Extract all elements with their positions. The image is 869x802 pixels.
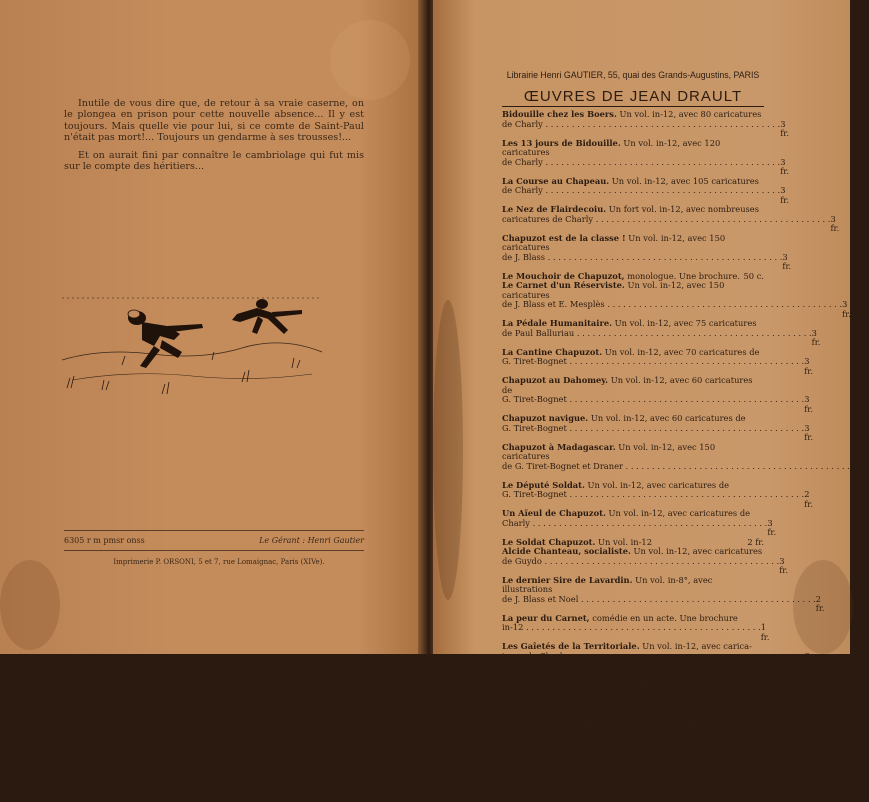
- item-desc: Un vol. in-12, avec 150 caricatures: [502, 441, 716, 461]
- list-item: [502, 574, 825, 614]
- item-detail: G. Tiret-Bognet . . . . . . . . . . . . . . . . . . . . . . . . . . . . . . . . . . . . . . . . . . . . .: [502, 422, 805, 433]
- item-desc: Un fort vol. in-12, avec nombreuses: [606, 204, 759, 214]
- item-price: 2 fr.: [747, 536, 764, 547]
- item-detail: de Charly . . . . . . . . . . . . . . . . . . . . . . . . . . . . . . . . . . . . . . . . . . . . .: [502, 118, 781, 129]
- list-item: [502, 280, 851, 319]
- item-price: 3 fr.: [811, 327, 821, 347]
- item-detail: Charly . . . . . . . . . . . . . . . . . . . . . . . . . . . . . . . . . . . . . . . . . . . . .: [502, 517, 768, 528]
- item-price: 3 fr.: [780, 156, 789, 176]
- list-item: [502, 232, 792, 272]
- item-title: Le Carnet d'un Réserviste.: [502, 280, 625, 290]
- item-detail: G. Tiret-Bognet . . . . . . . . . . . . . . . . . . . . . . . . . . . . . . . . . . . . . . . . . . . . .: [502, 394, 805, 404]
- item-detail: de Paul Balluriau . . . . . . . . . . . . . . . . . . . . . . . . . . . . . . . . . . . . . . . . . . . . .: [502, 327, 812, 338]
- item-price: 2 fr.: [815, 593, 825, 613]
- item-title: Le dernier Sire de Lavardin.: [502, 574, 633, 585]
- item-title: La Bête noire de Baptistin,: [502, 731, 628, 742]
- item-title: Les 13 jours de Bidouille.: [502, 137, 621, 148]
- item-price: 1 fr.: [747, 700, 764, 711]
- list-item: [502, 641, 814, 671]
- item-title: Alcide Chanteau, socialiste.: [502, 546, 631, 556]
- section-divider: [502, 675, 764, 676]
- list-item: [502, 318, 821, 348]
- item-detail: tures de Charly . . . . . . . . . . . . . . . . . . . . . . . . . . . . . . . . . . . . . . . . . . . . .: [502, 650, 805, 661]
- section-heading-gaulois: JEAN DRAULT ET NOËL GAULOIS: [546, 719, 720, 731]
- item-title: Bidouille chez les Boers.: [502, 109, 617, 119]
- item-desc: comédie en un acte. Une brochure: [589, 612, 738, 623]
- left-page: [0, 0, 422, 654]
- catalog-list: [502, 109, 869, 802]
- item-price: 3 fr.: [804, 394, 813, 414]
- list-item: [502, 508, 777, 538]
- item-title: Fricotard et Chapuzot,: [502, 691, 607, 701]
- list-item: [502, 137, 789, 177]
- item-detail: de Charly . . . . . . . . . . . . . . . . . . . . . . . . . . . . . . . . . . . . . . . . . . . . .: [502, 156, 781, 167]
- item-title: Le Député Soldat.: [502, 479, 585, 490]
- item-title: Le Mouchoir de Chapuzot,: [502, 270, 625, 281]
- item-title: Chapuzot à Madagascar.: [502, 441, 616, 452]
- list-item: [502, 731, 786, 762]
- item-title: La Pédale Humanitaire.: [502, 318, 612, 328]
- item-desc: Un vol. in-12: [595, 536, 652, 547]
- item-title: Le Nez de Flairdecoiu.: [502, 204, 607, 214]
- item-detail: de G. Tiret-Bognet et Draner . . . . . . . . . . . . . . . . . . . . . . . . . . . . . . . . . . . . . . . . . . . . .: [502, 460, 861, 471]
- list-item: [502, 441, 869, 481]
- item-desc: Un vol. in-12, avec 70 caricatures de: [602, 346, 760, 357]
- list-item: [502, 692, 764, 711]
- item-desc: Un vol. in-12, avec 150 caricatures: [502, 280, 725, 300]
- item-detail: de J. Blass et Noel . . . . . . . . . . . . . . . . . . . . . . . . . . . . . . . . . . . . . . . . . . . . .: [502, 593, 816, 604]
- item-detail: G. Tiret-Bognet . . . . . . . . . . . . . . . . . . . . . . . . . . . . . . . . . . . . . . . . . . . . .: [502, 356, 805, 366]
- item-desc: Un vol. in-12, avec caricatures: [630, 546, 763, 556]
- item-price: 2 fr.: [804, 489, 813, 509]
- item-desc: comédie en 3 actes. Une bro-: [606, 691, 733, 701]
- left-footer: [64, 536, 364, 545]
- footer-rule: [64, 550, 364, 551]
- item-desc: Un vol. in-12, avec 105 caricatures: [609, 175, 759, 186]
- item-detail: G. Tiret-Bognet . . . . . . . . . . . . . . . . . . . . . . . . . . . . . . . . . . . . . . . . . . . . .: [502, 489, 805, 499]
- item-price: 50 c.: [743, 270, 764, 281]
- item-desc: Un vol. in-12, avec carica-: [639, 641, 752, 651]
- item-detail: Une brochure . . . . . . . . . . . . . . . . . . . . . . . . . . . . . . . . . . . . . . . . .: [502, 741, 777, 751]
- item-desc: Un vol. in-12, avec caricatures de: [584, 479, 730, 490]
- item-desc: Un vol. in-12, avec 60 caricatures de: [502, 375, 753, 395]
- item-title: Chapuzot au Dahomey.: [502, 375, 609, 385]
- list-item: [502, 346, 813, 377]
- item-title: La Course au Chapeau.: [502, 175, 610, 186]
- list-item: [502, 375, 813, 414]
- list-item: [502, 479, 813, 510]
- item-title: Chapuzot est de la classe !: [502, 232, 626, 243]
- left-paragraph: Inutile de vous dire que, de retour à sa vraie caserne, on le plongea en prison pour cette nouvelle absence... Il y est toujours. Mais quelle vie pour lui, si ce comte de Saint-Paul n'était pas mort!... Toujours un gendarme à ses trousses!...: [64, 98, 364, 144]
- item-title: Chapuzot navigue.: [502, 413, 589, 423]
- item-price: 3 fr.: [782, 251, 792, 271]
- item-price: 3 fr.: [804, 356, 813, 376]
- footer-rule: [64, 530, 364, 531]
- gerant-line: Le Gérant : Henri Gautier: [259, 536, 364, 545]
- item-desc: Un vol. in-12, avec 75 caricatures: [612, 318, 757, 328]
- item-title: Un Aïeul de Chapuzot.: [502, 508, 606, 518]
- item-desc: Un vol. in-12, avec caricatures de: [605, 508, 751, 518]
- item-desc: comédie-bouffe en deux actes.: [627, 731, 758, 742]
- item-price: 1 fr.: [760, 622, 770, 642]
- item-desc: Un vol. in-12, avec 150 caricatures: [502, 232, 726, 252]
- item-price: 3 fr.: [779, 555, 788, 575]
- section-heading-clermont: JEAN DRAULT ET JULES CLERMONT: [538, 678, 728, 691]
- section-divider: [502, 715, 764, 716]
- item-price: 3 fr.: [780, 118, 789, 138]
- item-detail: in-12 . . . . . . . . . . . . . . . . . . . . . . . . . . . . . . . . . . . . . . . . . . . . .: [502, 622, 761, 632]
- item-desc: monologue. Une brochure.: [624, 270, 740, 281]
- publisher-header: Librairie Henri GAUTIER, 55, quai des Grands-Augustins, PARIS: [506, 70, 760, 80]
- item-desc: Un vol. in-12, avec 120 caricatures: [502, 137, 721, 157]
- item-detail: chure . . . . . . . . . . . . . . . . . . . . . . . . . . . . . . . . . . . . . . . . .: [502, 700, 743, 711]
- item-price: 3 fr.: [842, 299, 851, 319]
- item-desc: Un vol. in-12, avec 80 caricatures: [616, 109, 762, 119]
- list-item: [502, 413, 813, 443]
- item-title: Les Gaîetés de la Territoriale.: [502, 641, 640, 651]
- item-detail: de Guydo . . . . . . . . . . . . . . . . . . . . . . . . . . . . . . . . . . . . . . . . . . . . .: [502, 555, 780, 566]
- item-title: La Cantine Chapuzot.: [502, 346, 603, 357]
- item-price: 3 fr.: [804, 650, 814, 670]
- item-price: 3 fr.: [767, 517, 777, 537]
- item-detail: de Charly . . . . . . . . . . . . . . . . . . . . . . . . . . . . . . . . . . . . . . . . . . . . .: [502, 185, 781, 195]
- left-text-block: [64, 98, 364, 172]
- running-figures-illustration: [62, 290, 322, 400]
- item-detail: caricatures de Charly . . . . . . . . . . . . . . . . . . . . . . . . . . . . . . . . . . . . . . . . . . . . .: [502, 213, 831, 224]
- item-title: La peur du Carnet,: [502, 612, 590, 623]
- item-price: 3 fr.: [860, 460, 869, 480]
- print-code: 6305 r m pmsr onss: [64, 536, 145, 545]
- item-detail: de J. Blass et E. Mesplès . . . . . . . . . . . . . . . . . . . . . . . . . . . . . . . . . . . . . . . . . . . . .: [502, 299, 843, 309]
- list-item: [502, 546, 788, 576]
- ordering-note: Pour recevoir chacun de ces ouvrages franco, il suffit d'en envoyer le montant, en mandat-poste ou timbres français, à M. Henri GAUTIER, éditeur, 55, quai des Grands-Augustins, à Paris.: [502, 763, 764, 802]
- list-item: [502, 204, 840, 234]
- left-paragraph: Et on aurait fini par connaître le cambriolage qui fut mis sur le compte des héritiers...: [64, 149, 364, 173]
- list-item: [502, 109, 789, 139]
- item-price: 3 fr.: [830, 213, 840, 233]
- item-desc: Un vol. in-12, avec 60 caricatures de: [588, 413, 746, 423]
- item-title: Le Soldat Chapuzot.: [502, 536, 596, 547]
- catalog-title: ŒUVRES DE JEAN DRAULT: [502, 88, 764, 107]
- printer-line: Imprimerie P. ORSONI, 5 et 7, rue Lomaignac, Paris (XIVe).: [113, 558, 325, 566]
- item-desc: Un vol. in-8°, avec illustrations: [502, 574, 713, 594]
- list-item: [502, 175, 789, 206]
- item-price: 1 fr.: [776, 741, 786, 761]
- item-price: 3 fr.: [780, 185, 789, 205]
- list-item: [502, 612, 770, 643]
- item-detail: de J. Blass . . . . . . . . . . . . . . . . . . . . . . . . . . . . . . . . . . . . . . . . . . . . .: [502, 251, 783, 262]
- item-price: 3 fr.: [804, 422, 813, 442]
